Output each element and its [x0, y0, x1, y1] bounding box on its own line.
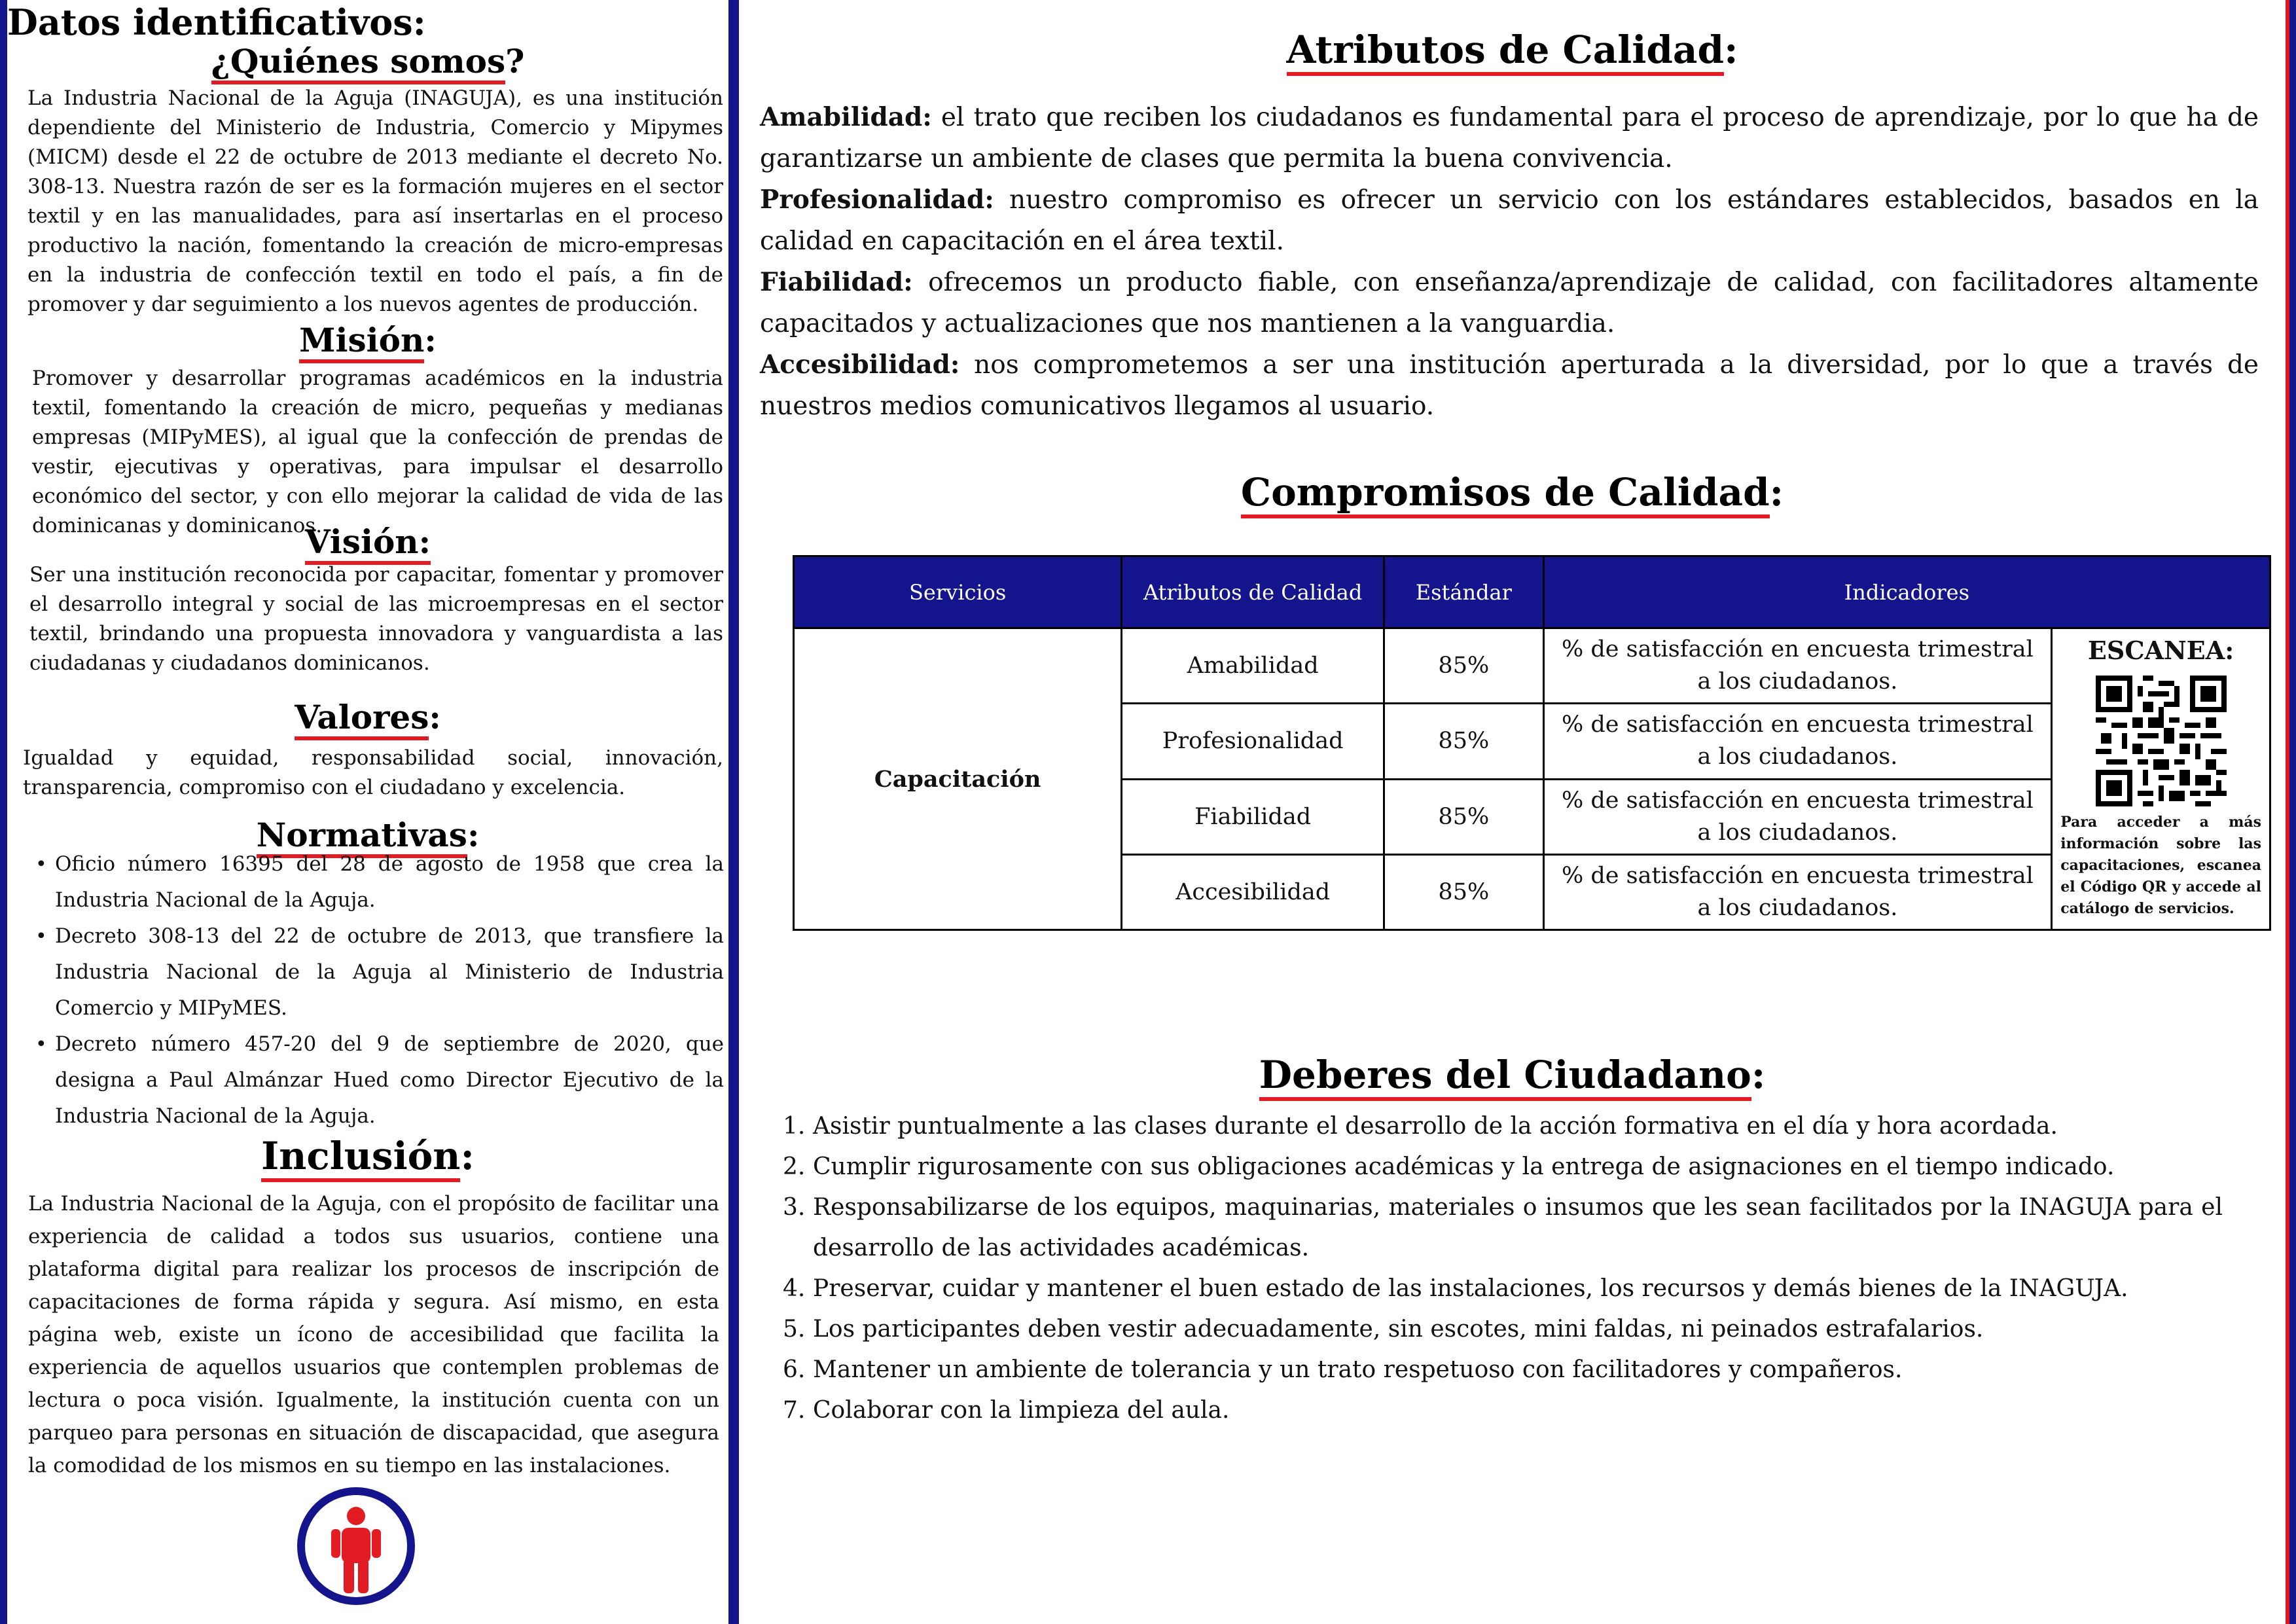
quienes-title: ¿Quiénes somos?	[7, 42, 728, 81]
header-indicadores: Indicadores	[1543, 556, 2270, 628]
table-row	[794, 628, 2270, 704]
attribute-cell: Accesibilidad	[1122, 854, 1384, 929]
compromisos-table	[793, 555, 2271, 931]
standard-cell: 85%	[1384, 854, 1543, 929]
atributos-title: Atributos de Calidad:	[739, 27, 2286, 72]
deberes-title: Deberes del Ciudadano:	[739, 1053, 2286, 1097]
qr-title: ESCANEA:	[2087, 636, 2234, 665]
deberes-list	[783, 1106, 2223, 1431]
table-header-row	[794, 556, 2270, 628]
atributo-accesibilidad: Accesibilidad: nos comprometemos a ser una institución aperturada a la diversidad, por lo que a través de nuestros medios comunicativos llegamos al usuario.	[760, 350, 2259, 421]
inclusion-text: La Industria Nacional de la Aguja, con el propósito de facilitar una experiencia de calidad a todos sus usuarios, contiene una plataforma digital para realizar los procesos de inscripción de capacitaciones de forma rápida y segura. Así mismo, en esta página web, existe un ícono de accesibilidad que facilita la experiencia de aquellos usuarios que contemplen problemas de lectura o poca visión. Igualmente, la institución cuenta con un parqueo para personas en situación de discapacidad, que asegura la comodidad de los mismos en su tiempo en las instalaciones.	[28, 1192, 719, 1477]
list-item: 7. Colaborar con la limpieza del aula.	[783, 1397, 1230, 1424]
standard-cell: 85%	[1384, 628, 1543, 704]
atributos-list	[760, 97, 2259, 427]
mision-text: Promover y desarrollar programas académicos en la industria textil, fomentando la creación de micro, pequeñas y medianas empresas (MIPyMES), al igual que la confección de prendas de vestir, ejecutivas y operativas, para impulsar el desarrollo económico del sector, y con ello mejorar la calidad de vida de las dominicanas y dominicanos.	[32, 367, 723, 537]
atributo-amabilidad: Amabilidad: el trato que reciben los ciudadanos es fundamental para el proceso de aprendizaje, por lo que ha de garantizarse un ambiente de clases que permita la buena convivencia.	[760, 102, 2259, 173]
list-item: 4. Preservar, cuidar y mantener el buen estado de las instalaciones, los recursos y demás bienes de la INAGUJA.	[783, 1275, 2128, 1302]
mision-title: Misión:	[7, 321, 728, 359]
vision-title: Visión:	[7, 522, 728, 561]
attribute-cell: Profesionalidad	[1122, 704, 1384, 779]
right-edge-bar-navy	[2289, 0, 2296, 1624]
valores-text: Igualdad y equidad, responsabilidad social, innovación, transparencia, compromiso con el ciudadano y excelencia.	[23, 746, 723, 799]
header-servicios: Servicios	[794, 556, 1122, 628]
qr-cell	[2052, 628, 2270, 930]
atributo-profesionalidad: Profesionalidad: nuestro compromiso es ofrecer un servicio con los estándares establecidos, basados en la calidad en capacitación en el área textil.	[760, 185, 2259, 256]
accessibility-person-icon-svg	[305, 1495, 407, 1597]
header-atributos: Atributos de Calidad	[1122, 556, 1384, 628]
standard-cell: 85%	[1384, 704, 1543, 779]
list-item: 3. Responsabilizarse de los equipos, maquinarias, materiales o insumos que les sean facilitados por la INAGUJA para el desarrollo de las actividades académicas.	[783, 1194, 2223, 1261]
list-item: 2. Cumplir rigurosamente con sus obligaciones académicas y la entrega de asignaciones en el tiempo indicado.	[783, 1153, 2115, 1180]
list-item: 1. Asistir puntualmente a las clases durante el desarrollo de la acción formativa en el día y hora acordada.	[783, 1113, 2058, 1140]
list-item: • Oficio número 16395 del 28 de agosto de 1958 que crea la Industria Nacional de la Aguja.	[29, 846, 724, 918]
vision-text: Ser una institución reconocida por capacitar, fomentar y promover el desarrollo integral y social de las microempresas en el sector textil, brindando una propuesta innovadora y vanguardista a las ciudadanas y ciudadanos dominicanos.	[29, 563, 723, 675]
compromisos-title: Compromisos de Calidad:	[739, 470, 2286, 514]
indicator-cell: % de satisfacción en encuesta trimestral a los ciudadanos.	[1543, 779, 2052, 854]
list-item: 6. Mantener un ambiente de tolerancia y un trato respetuoso con facilitadores y compañeros.	[783, 1356, 1903, 1383]
atributo-fiabilidad: Fiabilidad: ofrecemos un producto fiable, con enseñanza/aprendizaje de calidad, con facilitadores altamente capacitados y actualizaciones que nos mantienen a la vanguardia.	[760, 267, 2259, 338]
inclusion-title: Inclusión:	[7, 1134, 728, 1178]
normativas-list	[29, 846, 724, 1134]
quienes-text: La Industria Nacional de la Aguja (INAGUJA), es una institución dependiente del Ministerio de Industria, Comercio y Mipymes (MICM) desde el 22 de octubre de 2013 mediante el decreto No. 308-13. Nuestra razón de ser es la formación mujeres en el sector textil y en las manualidades, para así insertarlas en el proceso productivo la nación, fomentando la creación de micro-empresas en la industria de confección textil en todo el país, a fin de promover y dar seguimiento a los nuevos agentes de producción.	[27, 86, 723, 316]
attribute-cell: Fiabilidad	[1122, 779, 1384, 854]
service-cell: Capacitación	[794, 628, 1122, 930]
list-item: • Decreto número 457-20 del 9 de septiembre de 2020, que designa a Paul Almánzar Hued como Director Ejecutivo de la Industria Nacional de la Aguja.	[29, 1026, 724, 1134]
indicator-cell: % de satisfacción en encuesta trimestral a los ciudadanos.	[1543, 704, 2052, 779]
right-panel	[739, 0, 2286, 1624]
column-divider	[728, 0, 739, 1624]
accessibility-person-icon	[297, 1487, 415, 1605]
attribute-cell: Amabilidad	[1122, 628, 1384, 704]
normativas-title: Normativas:	[7, 816, 728, 854]
header-estandar: Estándar	[1384, 556, 1543, 628]
qr-code-icon[interactable]	[2096, 676, 2227, 806]
indicator-cell: % de satisfacción en encuesta trimestral a los ciudadanos.	[1543, 628, 2052, 704]
qr-caption: Para acceder a más información sobre las capacitaciones, escanea el Código QR y accede al catálogo de servicios.	[2060, 814, 2261, 917]
indicator-cell: % de satisfacción en encuesta trimestral a los ciudadanos.	[1543, 854, 2052, 929]
left-panel	[7, 0, 728, 1624]
list-item: • Decreto 308-13 del 22 de octubre de 2013, que transfiere la Industria Nacional de la Aguja al Ministerio de Industria Comercio y MIPyMES.	[29, 918, 724, 1026]
standard-cell: 85%	[1384, 779, 1543, 854]
list-item: 5. Los participantes deben vestir adecuadamente, sin escotes, mini faldas, ni peinados estrafalarios.	[783, 1316, 1984, 1343]
page-heading: Datos identificativos:	[7, 1, 426, 43]
left-edge-bar	[0, 0, 7, 1624]
valores-title: Valores:	[7, 698, 728, 736]
